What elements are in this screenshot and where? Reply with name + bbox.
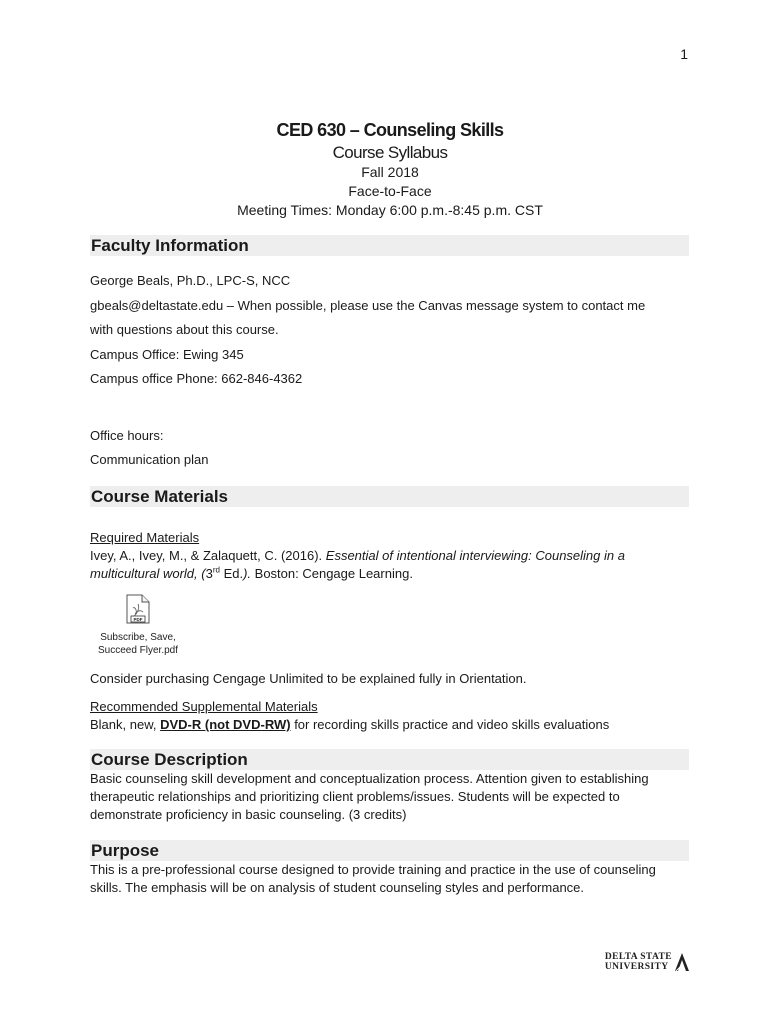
communication-plan: Communication plan xyxy=(90,452,209,467)
svg-text:PDF: PDF xyxy=(133,617,143,622)
office-hours: Office hours: xyxy=(90,427,164,443)
delta-state-logo xyxy=(605,952,690,972)
meeting-times: Meeting Times: Monday 6:00 p.m.-8:45 p.m. CST xyxy=(237,202,543,218)
citation-publisher: Boston: Cengage Learning. xyxy=(251,566,413,581)
materials-notes xyxy=(90,670,689,734)
citation-edition-number: 3 xyxy=(205,566,213,581)
citation-authors: Ivey, A., Ivey, M., & Zalaquett, C. (2016). xyxy=(90,548,326,563)
description-body: Basic counseling skill development and conceptualization process. Attention given to establishing therapeutic relationships and prioritizing client problems/issues. Students will be expected to demonstrate proficiency in basic counseling. (3 credits) xyxy=(90,771,649,822)
delta-triangle-icon xyxy=(674,952,690,972)
faculty-heading: Faculty Information xyxy=(90,235,689,256)
faculty-email-cont: with questions about this course. xyxy=(90,322,279,337)
pdf-file-icon xyxy=(126,594,150,624)
logo-line1: DELTA STATE xyxy=(604,952,672,962)
attachment-filename-line1: Subscribe, Save, xyxy=(100,632,176,643)
logo-line2: UNIVERSITY xyxy=(604,962,669,972)
recommended-post: for recording skills practice and video skills evaluations xyxy=(290,717,610,732)
materials-heading: Course Materials xyxy=(90,486,689,507)
citation-edition-suffix: rd xyxy=(212,565,220,575)
citation-title: Essential of intentional interviewing: Counseling in a multicultural world, ( xyxy=(90,548,625,581)
attachment-filename xyxy=(93,631,183,657)
description-section xyxy=(90,749,689,824)
delivery-format: Face-to-Face xyxy=(348,183,432,199)
faculty-section xyxy=(90,235,689,473)
campus-office: Campus Office: Ewing 345 xyxy=(90,346,244,362)
pdf-attachment[interactable] xyxy=(93,594,183,657)
course-title: CED 630 – Counseling Skills xyxy=(276,120,504,140)
citation-close: ). xyxy=(243,566,252,581)
materials-section xyxy=(90,486,689,583)
attachment-filename-line2: Succeed Flyer.pdf xyxy=(97,645,179,656)
title-block xyxy=(90,119,690,220)
logo-wordmark xyxy=(605,952,672,972)
term: Fall 2018 xyxy=(361,164,419,180)
purpose-body: This is a pre-professional course designed to provide training and practice in the use of counseling skills. The emphasis will be on analysis of student counseling styles and performance. xyxy=(90,862,656,895)
purpose-heading: Purpose xyxy=(90,840,689,861)
recommended-materials xyxy=(90,716,689,734)
citation-edition: Ed. xyxy=(219,566,244,581)
faculty-name: George Beals, Ph.D., LPC-S, NCC xyxy=(90,273,291,288)
office-phone: Campus office Phone: 662-846-4362 xyxy=(90,371,303,386)
recommended-materials-label: Recommended Supplemental Materials xyxy=(90,699,318,714)
document-type: Course Syllabus xyxy=(332,143,448,162)
recommended-pre: Blank, new, xyxy=(90,717,161,732)
purpose-section xyxy=(90,840,689,897)
description-heading: Course Description xyxy=(90,749,689,770)
faculty-email: gbeals@deltastate.edu – When possible, please use the Canvas message system to contact me xyxy=(90,297,646,313)
recommended-dvd: DVD-R (not DVD-RW) xyxy=(160,717,291,732)
page-number: 1 xyxy=(680,46,688,62)
required-materials-label: Required Materials xyxy=(90,530,200,545)
cengage-note: Consider purchasing Cengage Unlimited to be explained fully in Orientation. xyxy=(90,671,527,686)
textbook-citation xyxy=(90,547,689,583)
